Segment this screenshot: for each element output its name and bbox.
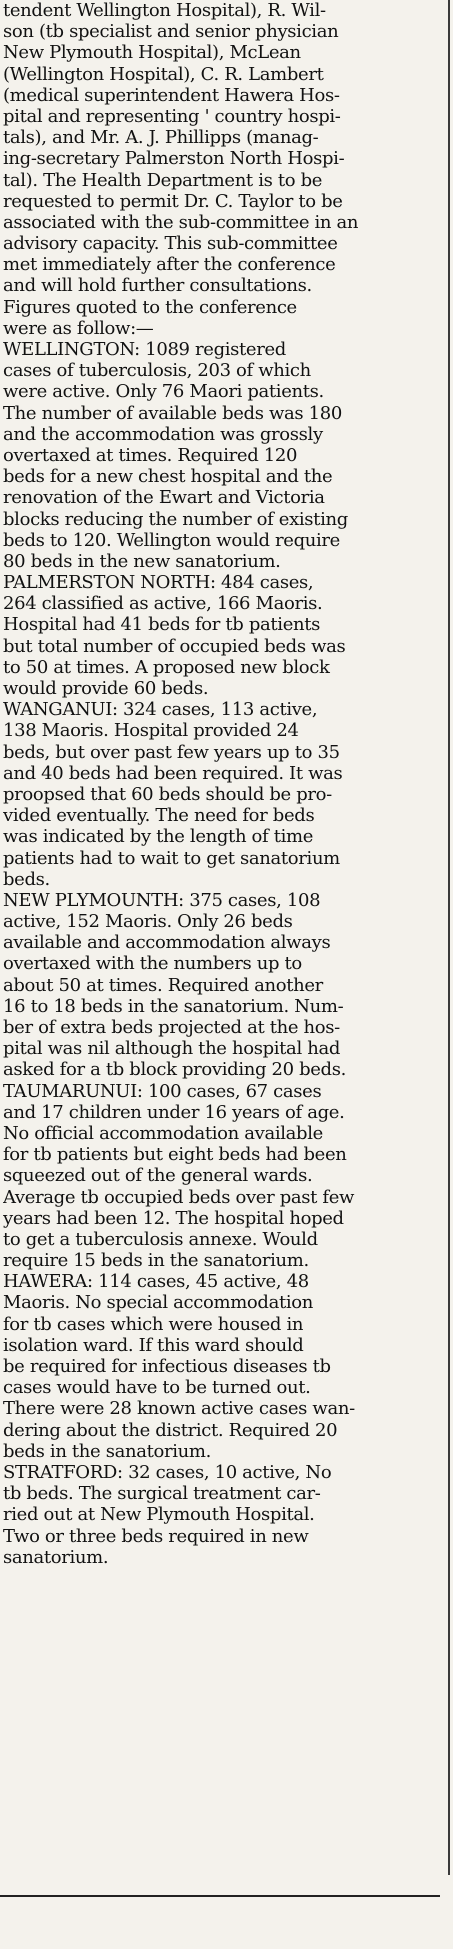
article-line: sanatorium. (3, 1546, 109, 1568)
article-line: and 17 children under 16 years of age. (3, 1101, 345, 1123)
article-line: years had been 12. The hospital hoped (3, 1207, 344, 1229)
article-line: proopsed that 60 beds should be pro- (3, 783, 332, 805)
article-line: to 50 at times. A proposed new block (3, 656, 330, 678)
article-line: and the accommodation was grossly (3, 423, 323, 445)
article-line: to get a tuberculosis annexe. Would (3, 1228, 318, 1250)
article-line: tendent Wellington Hospital), R. Wil- (3, 0, 326, 21)
article-line: Average tb occupied beds over past few (3, 1186, 355, 1208)
article-line: blocks reducing the number of existing (3, 508, 348, 530)
article-line: STRATFORD: 32 cases, 10 active, No (3, 1461, 332, 1483)
article-line: 264 classified as active, 166 Maoris. (3, 593, 323, 615)
article-line: NEW PLYMOUNTH: 375 cases, 108 (3, 889, 321, 911)
article-line: and will hold further consultations. (3, 275, 312, 297)
article-line: for tb cases which were housed in (3, 1313, 304, 1335)
article-line: beds in the sanatorium. (3, 1440, 211, 1462)
article-line: met immediately after the conference (3, 254, 336, 276)
article-line: for tb patients but eight beds had been (3, 1144, 347, 1166)
article-line: There were 28 known active cases wan- (3, 1398, 355, 1420)
article-line: Hospital had 41 beds for tb patients (3, 614, 321, 636)
article-line: Maoris. No special accommodation (3, 1292, 313, 1314)
article-line: active, 152 Maoris. Only 26 beds (3, 911, 293, 933)
article-line: 138 Maoris. Hospital provided 24 (3, 720, 299, 742)
article-line: patients had to wait to get sanatorium (3, 847, 340, 869)
article-line: WELLINGTON: 1089 registered (3, 339, 286, 360)
article-line: Two or three beds required in new (3, 1525, 309, 1547)
article-line: tals), and Mr. A. J. Phillipps (manag- (3, 127, 319, 149)
article-line: was indicated by the length of time (3, 826, 314, 848)
article-line: available and accommodation always (3, 932, 331, 954)
article-line: renovation of the Ewart and Victoria (3, 487, 325, 509)
article-line: be required for infectious diseases tb (3, 1356, 331, 1377)
article-line: ried out at New Plymouth Hospital. (3, 1504, 315, 1526)
article-line: tal). The Health Department is to be (3, 169, 323, 191)
article-line: advisory capacity. This sub-committee (3, 233, 338, 255)
article-line: pital and representing ' country hospi- (3, 105, 341, 127)
article-line: WANGANUI: 324 cases, 113 active, (3, 699, 318, 721)
article-line: (medical superintendent Hawera Hos- (3, 84, 340, 106)
article-line: and 40 beds had been required. It was (3, 762, 343, 784)
article-line: require 15 beds in the sanatorium. (3, 1250, 309, 1272)
article-line: associated with the sub-committee in an (3, 211, 359, 233)
article-line: cases of tuberculosis, 203 of which (3, 360, 311, 382)
article-line: squeezed out of the general wards. (3, 1165, 313, 1187)
article-line: (Wellington Hospital), C. R. Lambert (3, 63, 324, 85)
article-line: asked for a tb block providing 20 beds. (3, 1059, 346, 1081)
article-line: cases would have to be turned out. (3, 1377, 311, 1399)
article-line: son (tb specialist and senior physician (3, 21, 339, 43)
article-line: beds to 120. Wellington would require (3, 529, 340, 551)
article-line: The number of available beds was 180 (3, 402, 342, 424)
article-line: overtaxed at times. Required 120 (3, 444, 298, 466)
article-line: 80 beds in the new sanatorium. (3, 550, 281, 572)
article-line: New Plymouth Hospital), McLean (3, 42, 301, 64)
article-line: overtaxed with the numbers up to (3, 953, 302, 975)
article-line: beds, but over past few years up to 35 (3, 741, 340, 763)
article-line: beds. (3, 868, 50, 890)
article-line: HAWERA: 114 cases, 45 active, 48 (3, 1271, 309, 1293)
article-line: but total number of occupied beds was (3, 635, 346, 657)
article-line: TAUMARUNUI: 100 cases, 67 cases (3, 1080, 322, 1102)
article-line: Figures quoted to the conference (3, 296, 297, 318)
article-line: were active. Only 76 Maori patients. (3, 381, 324, 403)
article-line: PALMERSTON NORTH: 484 cases, (3, 572, 314, 594)
column-rule (448, 0, 450, 1875)
article-line: tb beds. The surgical treatment car- (3, 1483, 321, 1505)
article-line: No official accommodation available (3, 1122, 323, 1144)
article-line: about 50 at times. Required another (3, 974, 323, 996)
article-line: 16 to 18 beds in the sanatorium. Num- (3, 995, 344, 1017)
article-line: would provide 60 beds. (3, 678, 209, 699)
article-line: isolation ward. If this ward should (3, 1334, 304, 1356)
article-line: vided eventually. The need for beds (3, 805, 315, 827)
article-line: dering about the district. Required 20 (3, 1419, 338, 1441)
article-line: were as follow:— (3, 317, 154, 339)
article-line: ber of extra beds projected at the hos- (3, 1017, 340, 1038)
article-end-rule (0, 1895, 440, 1897)
article-line: requested to permit Dr. C. Taylor to be (3, 190, 343, 212)
article-line: ing-secretary Palmerston North Hospi- (3, 148, 345, 170)
article-line: pital was nil although the hospital had (3, 1038, 341, 1060)
article-line: beds for a new chest hospital and the (3, 466, 333, 488)
